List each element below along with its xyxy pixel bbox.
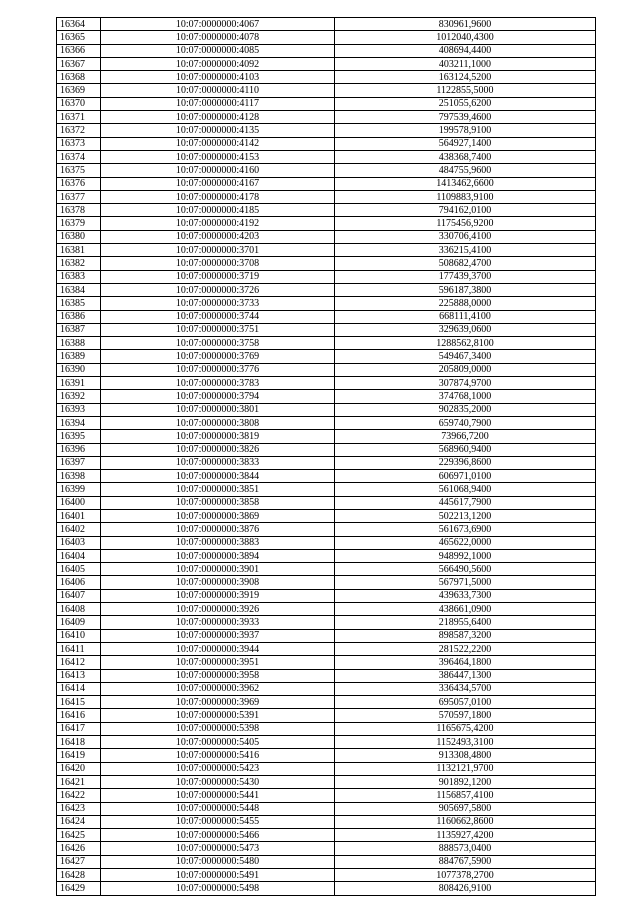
row-number-cell: 16414 bbox=[57, 682, 101, 695]
row-number-cell: 16402 bbox=[57, 523, 101, 536]
amount-cell: 901892,1200 bbox=[335, 775, 596, 788]
row-number-cell: 16412 bbox=[57, 656, 101, 669]
amount-cell: 898587,3200 bbox=[335, 629, 596, 642]
amount-cell: 567971,5000 bbox=[335, 576, 596, 589]
amount-cell: 508682,4700 bbox=[335, 257, 596, 270]
row-number-cell: 16417 bbox=[57, 722, 101, 735]
amount-cell: 205809,0000 bbox=[335, 363, 596, 376]
row-number-cell: 16380 bbox=[57, 230, 101, 243]
table-row bbox=[57, 802, 596, 815]
amount-cell: 1135927,4200 bbox=[335, 829, 596, 842]
cadastral-number-cell: 10:07:0000000:4078 bbox=[101, 31, 335, 44]
cadastral-number-cell: 10:07:0000000:3833 bbox=[101, 456, 335, 469]
cadastral-number-cell: 10:07:0000000:4167 bbox=[101, 177, 335, 190]
row-number-cell: 16424 bbox=[57, 815, 101, 828]
cadastral-number-cell: 10:07:0000000:5405 bbox=[101, 736, 335, 749]
row-number-cell: 16427 bbox=[57, 855, 101, 868]
table-row bbox=[57, 177, 596, 190]
amount-cell: 403211,1000 bbox=[335, 57, 596, 70]
cadastral-number-cell: 10:07:0000000:5416 bbox=[101, 749, 335, 762]
amount-cell: 445617,7900 bbox=[335, 496, 596, 509]
amount-cell: 438661,0900 bbox=[335, 603, 596, 616]
amount-cell: 888573,0400 bbox=[335, 842, 596, 855]
cadastral-number-cell: 10:07:0000000:4185 bbox=[101, 204, 335, 217]
cadastral-number-cell: 10:07:0000000:3719 bbox=[101, 270, 335, 283]
row-number-cell: 16426 bbox=[57, 842, 101, 855]
table-row bbox=[57, 736, 596, 749]
amount-cell: 659740,7900 bbox=[335, 416, 596, 429]
amount-cell: 1132121,9700 bbox=[335, 762, 596, 775]
cadastral-number-cell: 10:07:0000000:3826 bbox=[101, 443, 335, 456]
table-row bbox=[57, 230, 596, 243]
row-number-cell: 16393 bbox=[57, 403, 101, 416]
table-row bbox=[57, 589, 596, 602]
row-number-cell: 16383 bbox=[57, 270, 101, 283]
cadastral-number-cell: 10:07:0000000:5430 bbox=[101, 775, 335, 788]
cadastral-number-cell: 10:07:0000000:4117 bbox=[101, 97, 335, 110]
row-number-cell: 16428 bbox=[57, 869, 101, 882]
amount-cell: 596187,3800 bbox=[335, 283, 596, 296]
table-row bbox=[57, 270, 596, 283]
cadastral-number-cell: 10:07:0000000:5473 bbox=[101, 842, 335, 855]
cadastral-number-cell: 10:07:0000000:3926 bbox=[101, 603, 335, 616]
amount-cell: 1077378,2700 bbox=[335, 869, 596, 882]
cadastral-number-cell: 10:07:0000000:3733 bbox=[101, 297, 335, 310]
row-number-cell: 16371 bbox=[57, 111, 101, 124]
table-row bbox=[57, 443, 596, 456]
cadastral-number-cell: 10:07:0000000:4142 bbox=[101, 137, 335, 150]
cadastral-number-cell: 10:07:0000000:4178 bbox=[101, 190, 335, 203]
table-row bbox=[57, 563, 596, 576]
cadastral-number-cell: 10:07:0000000:3969 bbox=[101, 696, 335, 709]
amount-cell: 1160662,8600 bbox=[335, 815, 596, 828]
row-number-cell: 16404 bbox=[57, 549, 101, 562]
cadastral-number-cell: 10:07:0000000:5466 bbox=[101, 829, 335, 842]
cadastral-number-cell: 10:07:0000000:5448 bbox=[101, 802, 335, 815]
table-row bbox=[57, 403, 596, 416]
row-number-cell: 16376 bbox=[57, 177, 101, 190]
table-row bbox=[57, 616, 596, 629]
row-number-cell: 16410 bbox=[57, 629, 101, 642]
table-row bbox=[57, 137, 596, 150]
row-number-cell: 16369 bbox=[57, 84, 101, 97]
cadastral-number-cell: 10:07:0000000:3801 bbox=[101, 403, 335, 416]
table-row bbox=[57, 18, 596, 31]
amount-cell: 408694,4400 bbox=[335, 44, 596, 57]
amount-cell: 336215,4100 bbox=[335, 244, 596, 257]
cadastral-number-cell: 10:07:0000000:3758 bbox=[101, 337, 335, 350]
row-number-cell: 16429 bbox=[57, 882, 101, 895]
cadastral-number-cell: 10:07:0000000:3933 bbox=[101, 616, 335, 629]
amount-cell: 568960,9400 bbox=[335, 443, 596, 456]
row-number-cell: 16422 bbox=[57, 789, 101, 802]
cadastral-number-cell: 10:07:0000000:4103 bbox=[101, 71, 335, 84]
amount-cell: 218955,6400 bbox=[335, 616, 596, 629]
table-row bbox=[57, 111, 596, 124]
amount-cell: 808426,9100 bbox=[335, 882, 596, 895]
cadastral-number-cell: 10:07:0000000:5455 bbox=[101, 815, 335, 828]
row-number-cell: 16425 bbox=[57, 829, 101, 842]
cadastral-number-cell: 10:07:0000000:5498 bbox=[101, 882, 335, 895]
row-number-cell: 16411 bbox=[57, 642, 101, 655]
table-row bbox=[57, 323, 596, 336]
cadastral-number-cell: 10:07:0000000:3794 bbox=[101, 390, 335, 403]
table-row bbox=[57, 483, 596, 496]
row-number-cell: 16401 bbox=[57, 509, 101, 522]
cadastral-number-cell: 10:07:0000000:5423 bbox=[101, 762, 335, 775]
cadastral-number-cell: 10:07:0000000:5480 bbox=[101, 855, 335, 868]
row-number-cell: 16406 bbox=[57, 576, 101, 589]
row-number-cell: 16387 bbox=[57, 323, 101, 336]
row-number-cell: 16394 bbox=[57, 416, 101, 429]
row-number-cell: 16398 bbox=[57, 470, 101, 483]
cadastral-number-cell: 10:07:0000000:5391 bbox=[101, 709, 335, 722]
amount-cell: 913308,4800 bbox=[335, 749, 596, 762]
table-row bbox=[57, 642, 596, 655]
amount-cell: 566490,5600 bbox=[335, 563, 596, 576]
table-row bbox=[57, 283, 596, 296]
amount-cell: 163124,5200 bbox=[335, 71, 596, 84]
table-row bbox=[57, 31, 596, 44]
table-row bbox=[57, 217, 596, 230]
row-number-cell: 16382 bbox=[57, 257, 101, 270]
row-number-cell: 16378 bbox=[57, 204, 101, 217]
row-number-cell: 16396 bbox=[57, 443, 101, 456]
amount-cell: 1122855,5000 bbox=[335, 84, 596, 97]
cadastral-number-cell: 10:07:0000000:3858 bbox=[101, 496, 335, 509]
row-number-cell: 16374 bbox=[57, 150, 101, 163]
row-number-cell: 16408 bbox=[57, 603, 101, 616]
row-number-cell: 16379 bbox=[57, 217, 101, 230]
cadastral-number-cell: 10:07:0000000:3726 bbox=[101, 283, 335, 296]
row-number-cell: 16381 bbox=[57, 244, 101, 257]
table-row bbox=[57, 536, 596, 549]
amount-cell: 336434,5700 bbox=[335, 682, 596, 695]
table-row bbox=[57, 669, 596, 682]
cadastral-number-cell: 10:07:0000000:5441 bbox=[101, 789, 335, 802]
table-row bbox=[57, 84, 596, 97]
table-row bbox=[57, 337, 596, 350]
row-number-cell: 16418 bbox=[57, 736, 101, 749]
table-row bbox=[57, 310, 596, 323]
table-row bbox=[57, 430, 596, 443]
amount-cell: 199578,9100 bbox=[335, 124, 596, 137]
cadastral-number-cell: 10:07:0000000:3869 bbox=[101, 509, 335, 522]
amount-cell: 794162,0100 bbox=[335, 204, 596, 217]
row-number-cell: 16405 bbox=[57, 563, 101, 576]
amount-cell: 229396,8600 bbox=[335, 456, 596, 469]
table-row bbox=[57, 416, 596, 429]
amount-cell: 1413462,6600 bbox=[335, 177, 596, 190]
table-row bbox=[57, 350, 596, 363]
amount-cell: 797539,4600 bbox=[335, 111, 596, 124]
amount-cell: 251055,6200 bbox=[335, 97, 596, 110]
cadastral-number-cell: 10:07:0000000:3783 bbox=[101, 377, 335, 390]
cadastral-number-cell: 10:07:0000000:3819 bbox=[101, 430, 335, 443]
table-row bbox=[57, 696, 596, 709]
cadastral-number-cell: 10:07:0000000:3883 bbox=[101, 536, 335, 549]
row-number-cell: 16391 bbox=[57, 377, 101, 390]
amount-cell: 902835,2000 bbox=[335, 403, 596, 416]
table-row bbox=[57, 815, 596, 828]
table-row bbox=[57, 470, 596, 483]
cadastral-number-cell: 10:07:0000000:3776 bbox=[101, 363, 335, 376]
table-row bbox=[57, 190, 596, 203]
cadastral-number-cell: 10:07:0000000:3894 bbox=[101, 549, 335, 562]
amount-cell: 561068,9400 bbox=[335, 483, 596, 496]
cadastral-number-cell: 10:07:0000000:3908 bbox=[101, 576, 335, 589]
cadastral-number-cell: 10:07:0000000:3708 bbox=[101, 257, 335, 270]
amount-cell: 374768,1000 bbox=[335, 390, 596, 403]
row-number-cell: 16420 bbox=[57, 762, 101, 775]
table-row bbox=[57, 150, 596, 163]
table-row bbox=[57, 549, 596, 562]
cadastral-number-cell: 10:07:0000000:3937 bbox=[101, 629, 335, 642]
row-number-cell: 16364 bbox=[57, 18, 101, 31]
cadastral-number-cell: 10:07:0000000:4160 bbox=[101, 164, 335, 177]
amount-cell: 1288562,8100 bbox=[335, 337, 596, 350]
table-row bbox=[57, 749, 596, 762]
cadastral-number-cell: 10:07:0000000:4092 bbox=[101, 57, 335, 70]
table-row bbox=[57, 882, 596, 895]
row-number-cell: 16385 bbox=[57, 297, 101, 310]
cadastral-number-cell: 10:07:0000000:3851 bbox=[101, 483, 335, 496]
row-number-cell: 16375 bbox=[57, 164, 101, 177]
amount-cell: 73966,7200 bbox=[335, 430, 596, 443]
row-number-cell: 16392 bbox=[57, 390, 101, 403]
cadastral-number-cell: 10:07:0000000:4128 bbox=[101, 111, 335, 124]
cadastral-number-cell: 10:07:0000000:4067 bbox=[101, 18, 335, 31]
table-row bbox=[57, 377, 596, 390]
row-number-cell: 16372 bbox=[57, 124, 101, 137]
row-number-cell: 16423 bbox=[57, 802, 101, 815]
table-row bbox=[57, 869, 596, 882]
table-row bbox=[57, 682, 596, 695]
amount-cell: 329639,0600 bbox=[335, 323, 596, 336]
table-row bbox=[57, 124, 596, 137]
amount-cell: 561673,6900 bbox=[335, 523, 596, 536]
table-row bbox=[57, 97, 596, 110]
row-number-cell: 16416 bbox=[57, 709, 101, 722]
amount-cell: 668111,4100 bbox=[335, 310, 596, 323]
cadastral-number-cell: 10:07:0000000:3808 bbox=[101, 416, 335, 429]
row-number-cell: 16367 bbox=[57, 57, 101, 70]
cadastral-number-cell: 10:07:0000000:3701 bbox=[101, 244, 335, 257]
amount-cell: 1156857,4100 bbox=[335, 789, 596, 802]
cadastral-number-cell: 10:07:0000000:3769 bbox=[101, 350, 335, 363]
row-number-cell: 16386 bbox=[57, 310, 101, 323]
cadastral-number-cell: 10:07:0000000:4153 bbox=[101, 150, 335, 163]
row-number-cell: 16384 bbox=[57, 283, 101, 296]
amount-cell: 830961,9600 bbox=[335, 18, 596, 31]
table-row bbox=[57, 44, 596, 57]
row-number-cell: 16397 bbox=[57, 456, 101, 469]
row-number-cell: 16403 bbox=[57, 536, 101, 549]
row-number-cell: 16390 bbox=[57, 363, 101, 376]
amount-cell: 905697,5800 bbox=[335, 802, 596, 815]
amount-cell: 484755,9600 bbox=[335, 164, 596, 177]
amount-cell: 1165675,4200 bbox=[335, 722, 596, 735]
table-row bbox=[57, 576, 596, 589]
table-row bbox=[57, 629, 596, 642]
cadastral-number-cell: 10:07:0000000:3744 bbox=[101, 310, 335, 323]
table-row bbox=[57, 57, 596, 70]
table-row bbox=[57, 257, 596, 270]
cadastral-number-cell: 10:07:0000000:3919 bbox=[101, 589, 335, 602]
amount-cell: 439633,7300 bbox=[335, 589, 596, 602]
amount-cell: 564927,1400 bbox=[335, 137, 596, 150]
amount-cell: 502213,1200 bbox=[335, 509, 596, 522]
amount-cell: 438368,7400 bbox=[335, 150, 596, 163]
amount-cell: 177439,3700 bbox=[335, 270, 596, 283]
table-row bbox=[57, 762, 596, 775]
cadastral-number-cell: 10:07:0000000:4085 bbox=[101, 44, 335, 57]
table-row bbox=[57, 204, 596, 217]
row-number-cell: 16409 bbox=[57, 616, 101, 629]
amount-cell: 330706,4100 bbox=[335, 230, 596, 243]
cadastral-number-cell: 10:07:0000000:3901 bbox=[101, 563, 335, 576]
table-row bbox=[57, 842, 596, 855]
cadastral-number-cell: 10:07:0000000:3951 bbox=[101, 656, 335, 669]
table-row bbox=[57, 656, 596, 669]
row-number-cell: 16407 bbox=[57, 589, 101, 602]
cadastral-number-cell: 10:07:0000000:3751 bbox=[101, 323, 335, 336]
table-row bbox=[57, 789, 596, 802]
cadastral-number-cell: 10:07:0000000:4135 bbox=[101, 124, 335, 137]
row-number-cell: 16395 bbox=[57, 430, 101, 443]
row-number-cell: 16421 bbox=[57, 775, 101, 788]
row-number-cell: 16388 bbox=[57, 337, 101, 350]
cadastral-number-cell: 10:07:0000000:4203 bbox=[101, 230, 335, 243]
table-row bbox=[57, 603, 596, 616]
table-row bbox=[57, 297, 596, 310]
table-row bbox=[57, 363, 596, 376]
amount-cell: 1175456,9200 bbox=[335, 217, 596, 230]
amount-cell: 1109883,9100 bbox=[335, 190, 596, 203]
amount-cell: 948992,1000 bbox=[335, 549, 596, 562]
row-number-cell: 16419 bbox=[57, 749, 101, 762]
table-row bbox=[57, 456, 596, 469]
table-row bbox=[57, 164, 596, 177]
row-number-cell: 16399 bbox=[57, 483, 101, 496]
amount-cell: 281522,2200 bbox=[335, 642, 596, 655]
cadastral-number-cell: 10:07:0000000:5398 bbox=[101, 722, 335, 735]
cadastral-number-cell: 10:07:0000000:4110 bbox=[101, 84, 335, 97]
cadastral-number-cell: 10:07:0000000:5491 bbox=[101, 869, 335, 882]
data-table bbox=[56, 17, 596, 896]
amount-cell: 307874,9700 bbox=[335, 377, 596, 390]
amount-cell: 1152493,3100 bbox=[335, 736, 596, 749]
cadastral-number-cell: 10:07:0000000:3876 bbox=[101, 523, 335, 536]
row-number-cell: 16370 bbox=[57, 97, 101, 110]
cadastral-number-cell: 10:07:0000000:3962 bbox=[101, 682, 335, 695]
cadastral-number-cell: 10:07:0000000:4192 bbox=[101, 217, 335, 230]
table-row bbox=[57, 523, 596, 536]
cadastral-number-cell: 10:07:0000000:3844 bbox=[101, 470, 335, 483]
row-number-cell: 16377 bbox=[57, 190, 101, 203]
table-row bbox=[57, 775, 596, 788]
amount-cell: 606971,0100 bbox=[335, 470, 596, 483]
row-number-cell: 16366 bbox=[57, 44, 101, 57]
table-row bbox=[57, 244, 596, 257]
row-number-cell: 16400 bbox=[57, 496, 101, 509]
amount-cell: 884767,5900 bbox=[335, 855, 596, 868]
amount-cell: 1012040,4300 bbox=[335, 31, 596, 44]
table-row bbox=[57, 71, 596, 84]
table-body bbox=[57, 18, 596, 896]
row-number-cell: 16373 bbox=[57, 137, 101, 150]
row-number-cell: 16415 bbox=[57, 696, 101, 709]
amount-cell: 549467,3400 bbox=[335, 350, 596, 363]
amount-cell: 695057,0100 bbox=[335, 696, 596, 709]
table-row bbox=[57, 390, 596, 403]
amount-cell: 386447,1300 bbox=[335, 669, 596, 682]
amount-cell: 396464,1800 bbox=[335, 656, 596, 669]
table-row bbox=[57, 496, 596, 509]
row-number-cell: 16368 bbox=[57, 71, 101, 84]
row-number-cell: 16413 bbox=[57, 669, 101, 682]
amount-cell: 225888,0000 bbox=[335, 297, 596, 310]
amount-cell: 570597,1800 bbox=[335, 709, 596, 722]
table-row bbox=[57, 709, 596, 722]
cadastral-number-cell: 10:07:0000000:3944 bbox=[101, 642, 335, 655]
table-row bbox=[57, 722, 596, 735]
row-number-cell: 16389 bbox=[57, 350, 101, 363]
cadastral-number-cell: 10:07:0000000:3958 bbox=[101, 669, 335, 682]
table-row bbox=[57, 855, 596, 868]
table-row bbox=[57, 509, 596, 522]
amount-cell: 465622,0000 bbox=[335, 536, 596, 549]
table-row bbox=[57, 829, 596, 842]
row-number-cell: 16365 bbox=[57, 31, 101, 44]
